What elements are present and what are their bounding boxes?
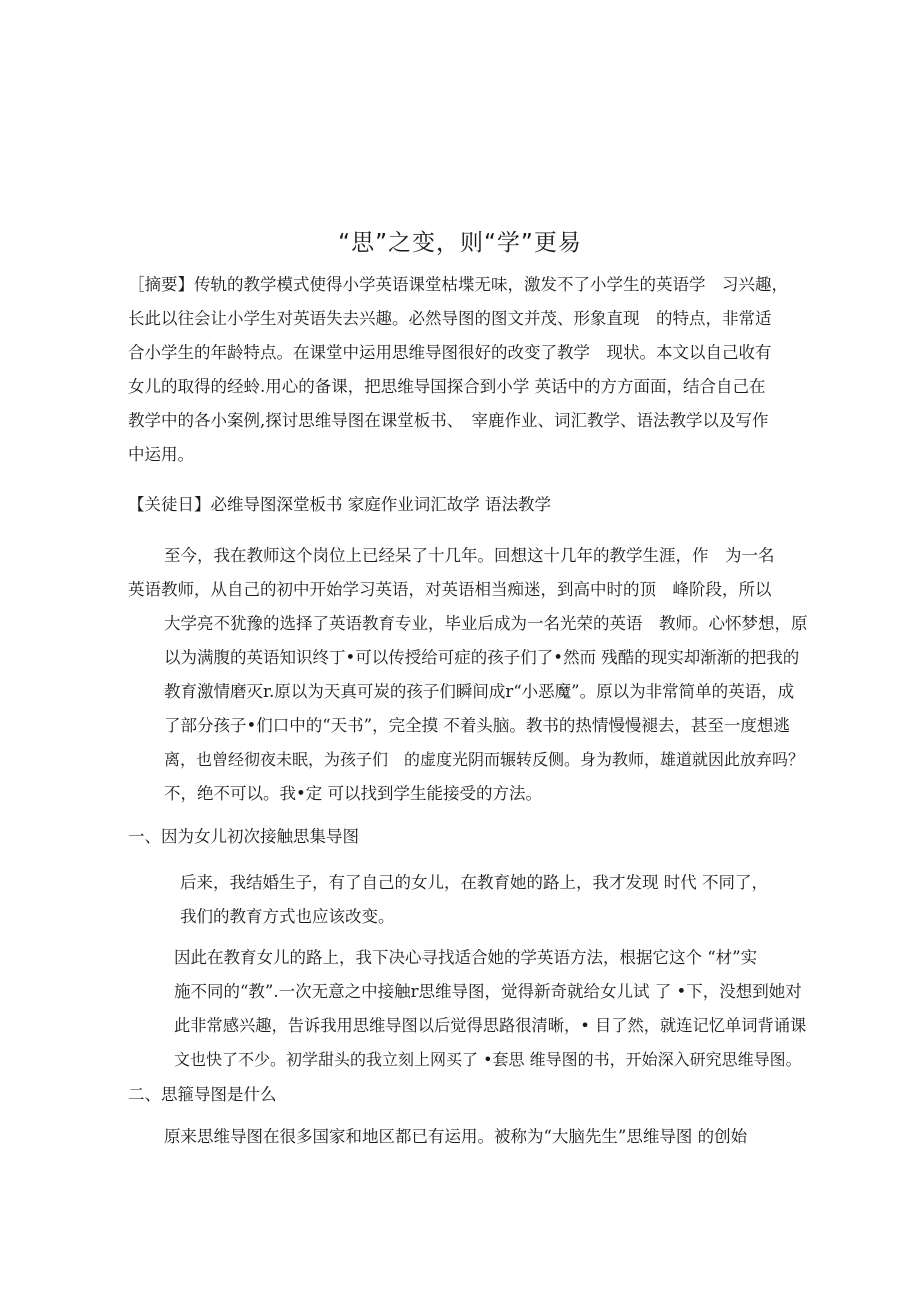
paragraph-line: 至今，我在教师这个岗位上已经呆了十几年。回想这十几年的教学生涯，作 为一名	[164, 546, 775, 565]
paragraph-line: 以为满腹的英语知识终丁•可以传授给可症的孩子们了•然而 残酷的现实却渐渐的把我的	[164, 648, 800, 667]
abstract-line: 中运用。	[128, 445, 194, 464]
body-paragraph-3	[128, 941, 807, 1077]
abstract-paragraph	[128, 268, 798, 472]
paragraph-line: 离，也曾经彻夜未眠，为孩子们 的虚度光阴而辗转反侧。身为教师，雄道就因此放弃吗？	[164, 750, 805, 769]
keywords-line: 【关徒日】必维导图深堂板书 家庭作业词汇故学 语法教学	[128, 495, 551, 514]
paragraph-line: 此非常感兴趣，告诉我用思维导图以后觉得思路很清晰，• 目了然，就连记忆单词背诵课	[174, 1016, 807, 1035]
body-paragraph-intro	[128, 539, 808, 811]
paragraph-line: 施不同的“教”.一次无意之中接触r思维导图，觉得新奇就给女儿试 了 •下，没想到她对	[174, 982, 802, 1001]
abstract-line: ［摘要】传轨的教学模式使得小学英语课堂枯堞无味，激发不了小学生的英语学 习兴趣，	[128, 275, 788, 294]
paragraph-line: 了部分孩子•们口中的“天书”，完全摸 不着头脑。教书的热情慢慢褪去，甚至一度想逃	[164, 716, 790, 735]
paragraph-line: 因此在教育女儿的路上，我下决心寻找适合她的学英语方法，根据它这个 “材”实	[174, 948, 758, 967]
abstract-line: 教学中的各小案例,探讨思维导图在课堂板书、 宰鹿作业、词汇教学、语法教学以及写作	[128, 411, 769, 430]
body-paragraph-2	[128, 866, 798, 934]
paragraph-line: 教育激情磨灭r.原以为天真可炭的孩子们瞬间成r“小恶魔”。原以为非常简单的英语，成	[164, 682, 795, 701]
paragraph-line: 大学亮不犹豫的选择了英语教育专业，毕业后成为一名光荣的英语 教师。心怀梦想，原	[164, 614, 808, 633]
body-paragraph-4: 原来思维导图在很多国家和地区都已有运用。被称为“大脑先生”思维导图 的创始	[164, 1127, 748, 1146]
paragraph-line: 文也快了不少。初学甜头的我立刻上网买了 •套思 维导图的书，开始深入研究思维导图。	[174, 1050, 802, 1069]
section-heading-2: 二、思箍导图是什么	[128, 1085, 277, 1104]
paragraph-line: 我们的教育方式也应该改变。	[180, 907, 395, 926]
abstract-line: 长此以往会让小学生对英语失去兴趣。必然导图的图文并茂、形象直现 的特点，非常适	[128, 309, 772, 328]
document-title: “思”之变，则“学”更易	[338, 230, 582, 256]
paragraph-line: 英语教师，从自己的初中开始学习英语，对英语相当痴迷，到高中时的顶 峰阶段，所以	[128, 580, 772, 599]
abstract-line: 女儿的取得的经蛉.用心的备课，把思维导国探合到小学 英话中的方方面面，结合自己在	[128, 377, 766, 396]
abstract-line: 合小学生的年龄特点。在课堂中运用思维导图很好的改变了教学 现状。本文以自己收有	[128, 343, 772, 362]
paragraph-line: 后来，我结婚生子，有了自己的女儿，在教育她的路上，我才发现 时代 不同了，	[180, 873, 768, 892]
paragraph-line: 不，绝不可以。我•定 可以找到学生能接受的方法。	[164, 784, 542, 803]
section-heading-1: 一、因为女儿初次接触思集导图	[128, 827, 359, 846]
